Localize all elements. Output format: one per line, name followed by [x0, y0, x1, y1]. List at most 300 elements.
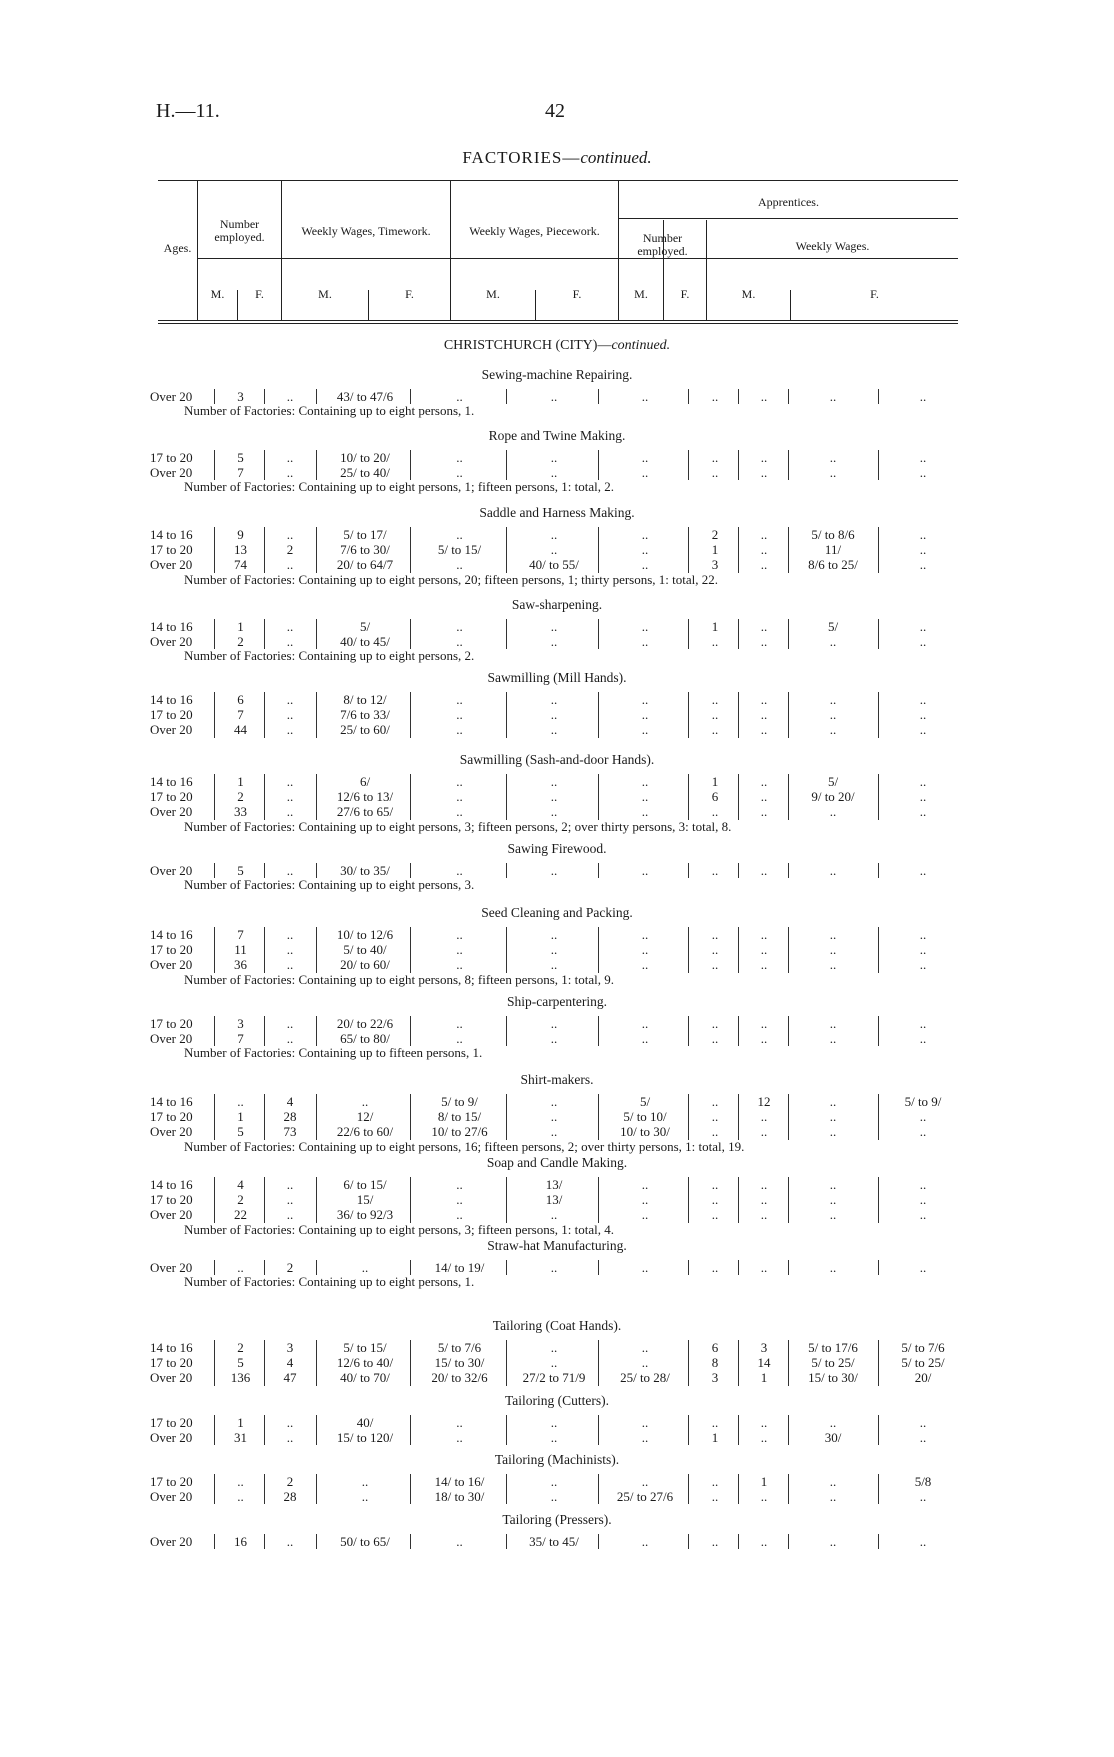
value-cell: 20/ to 22/6	[336, 1016, 394, 1031]
age-cell: Over 20	[150, 1260, 193, 1275]
header-appr-weekly-wages: Weekly Wages.	[795, 239, 870, 253]
column-rule	[214, 1474, 215, 1504]
value-cell: ..	[760, 557, 768, 573]
table-row	[0, 465, 1114, 480]
table-row	[0, 942, 1114, 957]
factories-note: Number of Factories: Containing up to eight persons, 16; fifteen persons, 2; over thirty persons, 1: total, 19.	[184, 1138, 745, 1154]
section-title: Tailoring (Machinists).	[494, 1452, 620, 1467]
column-rule	[316, 450, 317, 480]
value-cell: ..	[711, 707, 719, 723]
value-cell: 1	[237, 774, 244, 789]
column-rule	[598, 1474, 599, 1504]
page-number: 42	[545, 100, 565, 122]
city-italic: continued.	[611, 338, 671, 353]
column-rule	[214, 619, 215, 649]
column-rule	[688, 450, 689, 480]
value-cell: ..	[829, 389, 837, 404]
value-cell: ..	[641, 389, 649, 404]
value-cell: ..	[829, 1534, 837, 1549]
section-title: Saw-sharpening.	[511, 597, 603, 612]
age-cell: Over 20	[150, 863, 193, 878]
value-cell: 5/ to 7/6	[901, 1340, 945, 1355]
value-cell: 5	[237, 1124, 244, 1140]
value-cell: 1	[237, 1109, 244, 1125]
value-cell: ..	[760, 542, 768, 558]
column-rule	[264, 927, 265, 973]
column-rule	[878, 692, 879, 738]
column-rule	[688, 927, 689, 973]
column-rule	[316, 619, 317, 649]
value-cell: 47	[283, 1370, 297, 1386]
table-row	[0, 527, 1114, 542]
table-row	[0, 789, 1114, 804]
value-cell: ..	[550, 1489, 558, 1505]
column-rule	[410, 1177, 411, 1223]
value-cell: ..	[829, 1031, 837, 1047]
column-rule	[878, 927, 879, 973]
value-cell: ..	[286, 722, 294, 738]
title-italic: continued.	[580, 148, 652, 167]
column-rule	[878, 1260, 879, 1275]
value-cell: 5/ to 17/6	[808, 1340, 858, 1355]
column-rule	[788, 692, 789, 738]
column-rule	[316, 1340, 317, 1386]
value-cell: ..	[829, 1016, 837, 1031]
column-rule	[688, 527, 689, 573]
age-cell: Over 20	[150, 1124, 193, 1140]
column-rule	[214, 692, 215, 738]
value-cell: 1	[711, 619, 719, 634]
value-cell: ..	[550, 542, 558, 558]
value-cell: 40/ to 45/	[340, 634, 390, 650]
value-cell: ..	[456, 527, 463, 542]
column-rule	[738, 1016, 739, 1046]
value-cell: ..	[641, 1355, 649, 1371]
value-cell: ..	[829, 722, 837, 738]
value-cell: ..	[919, 619, 927, 634]
value-cell: ..	[286, 707, 294, 723]
age-cell: 14 to 16	[150, 1094, 193, 1109]
factories-note: Number of Factories: Containing up to eight persons, 3; fifteen persons, 1: total, 4.	[184, 1221, 615, 1237]
table-row	[0, 1124, 1114, 1139]
value-cell: ..	[829, 1192, 837, 1208]
column-rule	[738, 1415, 739, 1445]
column-rule	[788, 1260, 789, 1275]
column-rule	[506, 389, 507, 404]
value-cell: ..	[641, 927, 649, 942]
table-row	[0, 804, 1114, 819]
value-cell: 15/	[356, 1192, 374, 1208]
value-cell: 5	[237, 1355, 244, 1371]
city-heading	[0, 338, 1114, 354]
value-cell: 40/	[356, 1415, 374, 1430]
value-cell: 50/ to 65/	[340, 1534, 390, 1549]
column-rule	[264, 1415, 265, 1445]
value-cell: ..	[829, 1474, 837, 1489]
value-cell: 8/6 to 25/	[808, 557, 858, 573]
value-cell: 28	[283, 1489, 297, 1505]
column-rule	[688, 1260, 689, 1275]
column-rule	[316, 1415, 317, 1445]
value-cell: 13	[234, 542, 247, 558]
column-rule	[738, 863, 739, 878]
header-f: F.	[255, 287, 264, 301]
value-cell: ..	[286, 465, 294, 481]
value-cell: 15/ to 120/	[336, 1430, 394, 1446]
value-cell: 11	[234, 942, 247, 958]
value-cell: ..	[361, 1474, 369, 1489]
value-cell: ..	[711, 1534, 719, 1549]
column-rule	[878, 1340, 879, 1386]
column-rule	[738, 619, 739, 649]
column-rule	[264, 692, 265, 738]
value-cell: ..	[829, 1489, 837, 1505]
column-rule	[410, 1260, 411, 1275]
table-row	[0, 1260, 1114, 1275]
column-rule	[410, 1415, 411, 1445]
value-cell: 13/	[545, 1177, 563, 1192]
value-cell: 5/	[827, 774, 839, 789]
value-cell: ..	[829, 1415, 837, 1430]
value-cell: ..	[760, 1177, 768, 1192]
value-cell: 5/	[639, 1094, 651, 1109]
column-rule	[264, 1016, 265, 1046]
value-cell: 43/ to 47/6	[336, 389, 394, 404]
value-cell: 73	[283, 1124, 297, 1140]
value-cell: ..	[641, 1430, 649, 1446]
column-rule	[214, 1094, 215, 1140]
value-cell: 5/ to 40/	[343, 942, 387, 958]
header-number-employed: Number employed.	[214, 217, 265, 244]
age-cell: 17 to 20	[150, 942, 193, 958]
column-rule	[688, 1340, 689, 1386]
table-row	[0, 1415, 1114, 1430]
table-row	[0, 927, 1114, 942]
column-rule	[410, 527, 411, 573]
value-cell: ..	[550, 1124, 558, 1140]
value-cell: ..	[550, 789, 558, 805]
value-cell: ..	[641, 1474, 649, 1489]
column-rule	[264, 1534, 265, 1549]
value-cell: 9/ to 20/	[811, 789, 855, 805]
column-rule	[598, 692, 599, 738]
value-cell: ..	[456, 927, 463, 942]
age-cell: 17 to 20	[150, 707, 193, 723]
value-cell: 30/	[824, 1430, 842, 1446]
column-rule	[598, 927, 599, 973]
value-cell: ..	[550, 927, 558, 942]
column-rule	[316, 1260, 317, 1275]
value-cell: ..	[286, 692, 294, 707]
value-cell: ..	[919, 927, 927, 942]
header-m: M.	[210, 287, 225, 301]
age-cell: 17 to 20	[150, 1474, 193, 1489]
column-rule	[688, 863, 689, 878]
column-rule	[214, 1340, 215, 1386]
column-rule	[788, 1094, 789, 1140]
section-title: Tailoring (Pressers).	[502, 1512, 612, 1527]
section-title: Sawing Firewood.	[507, 841, 607, 856]
age-cell: Over 20	[150, 957, 193, 973]
value-cell: ..	[711, 1094, 719, 1109]
value-cell: 15/ to 30/	[808, 1370, 858, 1386]
value-cell: ..	[919, 1031, 927, 1047]
column-rule	[878, 1177, 879, 1223]
value-cell: 2	[237, 634, 244, 650]
value-cell: 12/	[356, 1109, 374, 1125]
value-cell: ..	[456, 957, 463, 973]
column-rule	[688, 1177, 689, 1223]
column-rule	[878, 1474, 879, 1504]
value-cell: ..	[641, 863, 649, 878]
value-cell: 36/ to 92/3	[336, 1207, 394, 1223]
value-cell: 40/ to 70/	[340, 1370, 390, 1386]
column-rule	[688, 1094, 689, 1140]
value-cell: ..	[456, 863, 463, 878]
value-cell: ..	[550, 774, 558, 789]
value-cell: 2	[237, 789, 244, 805]
value-cell: 5/	[827, 619, 839, 634]
value-cell: 20/	[914, 1370, 932, 1386]
value-cell: ..	[829, 634, 837, 650]
value-cell: ..	[641, 1340, 649, 1355]
header-f: F.	[572, 287, 582, 301]
column-rule	[788, 927, 789, 973]
value-cell: 5/ to 9/	[441, 1094, 478, 1109]
value-cell: 30/ to 35/	[340, 863, 390, 878]
column-rule	[738, 1094, 739, 1140]
column-rule	[878, 619, 879, 649]
column-rule	[316, 927, 317, 973]
value-cell: 25/ to 40/	[340, 465, 390, 481]
value-cell: ..	[286, 450, 294, 465]
value-cell: ..	[641, 957, 649, 973]
column-rule	[738, 927, 739, 973]
value-cell: ..	[829, 1094, 837, 1109]
column-rule	[738, 1534, 739, 1549]
table-row	[0, 1109, 1114, 1124]
value-cell: ..	[456, 789, 463, 805]
value-cell: ..	[286, 1534, 294, 1549]
column-rule	[598, 1177, 599, 1223]
column-rule	[214, 389, 215, 404]
value-cell: 6/	[359, 774, 371, 789]
column-rule	[214, 450, 215, 480]
value-cell: ..	[550, 527, 558, 542]
value-cell: ..	[711, 722, 719, 738]
value-cell: ..	[456, 1177, 463, 1192]
value-cell: ..	[550, 722, 558, 738]
column-rule	[878, 1415, 879, 1445]
value-cell: 3	[237, 389, 244, 404]
value-cell: ..	[286, 619, 294, 634]
column-rule	[316, 1016, 317, 1046]
column-rule	[738, 1260, 739, 1275]
section-title: Soap and Candle Making.	[486, 1155, 628, 1170]
table-row	[0, 1489, 1114, 1504]
column-rule	[878, 389, 879, 404]
document-reference: H.—11.	[156, 100, 220, 122]
factories-note: Number of Factories: Containing up to eight persons, 1; fifteen persons, 1: total, 2.	[184, 479, 615, 495]
column-rule	[410, 927, 411, 973]
value-cell: 9	[237, 527, 244, 542]
column-rule	[506, 1474, 507, 1504]
value-cell: ..	[641, 1016, 649, 1031]
value-cell: 6	[711, 789, 719, 805]
column-rule	[506, 619, 507, 649]
value-cell: 65/ to 80/	[340, 1031, 390, 1047]
age-cell: Over 20	[150, 557, 193, 573]
value-cell: ..	[760, 450, 768, 465]
value-cell: ..	[237, 1474, 244, 1489]
age-cell: 14 to 16	[150, 527, 193, 542]
page-title	[0, 148, 1114, 168]
section-title: Sawmilling (Sash-and-door Hands).	[459, 752, 655, 767]
value-cell: ..	[711, 634, 719, 650]
value-cell: ..	[919, 722, 927, 738]
value-cell: 15/ to 30/	[434, 1355, 485, 1371]
age-cell: Over 20	[150, 1370, 193, 1386]
value-cell: ..	[286, 527, 294, 542]
column-rule	[738, 527, 739, 573]
section-title: Straw-hat Manufacturing.	[487, 1238, 627, 1253]
value-cell: ..	[550, 957, 558, 973]
value-cell: ..	[711, 1207, 719, 1223]
value-cell: ..	[711, 957, 719, 973]
value-cell: 7/6 to 33/	[340, 707, 390, 723]
column-rule	[264, 1177, 265, 1223]
value-cell: 4	[286, 1094, 294, 1109]
value-cell: 1	[760, 1474, 768, 1489]
value-cell: ..	[286, 1207, 294, 1223]
value-cell: ..	[760, 692, 768, 707]
column-rule	[316, 1534, 317, 1549]
value-cell: ..	[456, 1415, 463, 1430]
age-cell: Over 20	[150, 1489, 193, 1505]
column-rule	[264, 863, 265, 878]
value-cell: ..	[919, 1016, 927, 1031]
section-title: Ship-carpentering.	[506, 994, 608, 1009]
value-cell: ..	[550, 1016, 558, 1031]
header-m: M.	[486, 287, 500, 301]
age-cell: Over 20	[150, 722, 193, 738]
column-rule	[688, 1016, 689, 1046]
column-rule	[410, 863, 411, 878]
value-cell: ..	[550, 863, 558, 878]
column-rule	[788, 1016, 789, 1046]
value-cell: ..	[361, 1489, 369, 1505]
value-cell: ..	[760, 804, 768, 820]
column-rule	[878, 774, 879, 820]
value-cell: ..	[456, 389, 463, 404]
value-cell: 20/ to 64/7	[336, 557, 394, 573]
value-cell: ..	[760, 927, 768, 942]
value-cell: ..	[919, 1177, 927, 1192]
value-cell: 3	[286, 1340, 294, 1355]
value-cell: ..	[711, 863, 719, 878]
value-cell: ..	[829, 1207, 837, 1223]
column-rule	[506, 450, 507, 480]
age-cell: 14 to 16	[150, 692, 193, 707]
value-cell: ..	[711, 389, 719, 404]
value-cell: ..	[711, 1031, 719, 1047]
value-cell: 4	[286, 1355, 294, 1371]
column-rule	[264, 1260, 265, 1275]
column-rule	[410, 389, 411, 404]
age-cell: Over 20	[150, 804, 193, 820]
value-cell: ..	[711, 1260, 719, 1275]
value-cell: ..	[550, 1031, 558, 1047]
table-row	[0, 1355, 1114, 1370]
value-cell: 1	[760, 1370, 768, 1386]
column-rule	[688, 1534, 689, 1549]
column-rule	[410, 619, 411, 649]
column-rule	[506, 774, 507, 820]
value-cell: 35/ to 45/	[529, 1534, 579, 1549]
value-cell: ..	[760, 789, 768, 805]
table-row	[0, 863, 1114, 878]
value-cell: ..	[919, 804, 927, 820]
factories-note: Number of Factories: Containing up to eight persons, 20; fifteen persons, 1; thirty persons, 1: total, 22.	[184, 571, 719, 587]
column-rule	[788, 1177, 789, 1223]
table-row	[0, 1430, 1114, 1445]
value-cell: ..	[919, 1192, 927, 1208]
table-row	[0, 634, 1114, 649]
value-cell: ..	[641, 707, 649, 723]
value-cell: ..	[829, 1109, 837, 1125]
age-cell: 17 to 20	[150, 1415, 193, 1430]
value-cell: ..	[919, 542, 927, 558]
value-cell: ..	[641, 465, 649, 481]
value-cell: ..	[760, 722, 768, 738]
value-cell: ..	[760, 1415, 768, 1430]
column-rule	[214, 527, 215, 573]
value-cell: ..	[286, 789, 294, 805]
table-row	[0, 450, 1114, 465]
value-cell: 14/ to 16/	[434, 1474, 485, 1489]
value-cell: ..	[829, 1124, 837, 1140]
age-cell: Over 20	[150, 1430, 193, 1446]
value-cell: ..	[237, 1489, 244, 1505]
column-rule	[738, 1177, 739, 1223]
value-cell: ..	[919, 1489, 927, 1505]
age-cell: 14 to 16	[150, 1177, 193, 1192]
value-cell: 20/ to 60/	[340, 957, 390, 973]
value-cell: 8/ to 15/	[437, 1109, 482, 1125]
value-cell: ..	[711, 1177, 719, 1192]
column-rule	[878, 1094, 879, 1140]
value-cell: ..	[550, 1260, 558, 1275]
value-cell: 2	[286, 542, 294, 558]
column-rule	[788, 1474, 789, 1504]
value-cell: ..	[711, 465, 719, 481]
value-cell: 6	[711, 1340, 719, 1355]
table-row	[0, 774, 1114, 789]
value-cell: 14	[757, 1355, 771, 1371]
value-cell: 5/ to 9/	[904, 1094, 942, 1109]
column-rule	[214, 863, 215, 878]
column-rule	[316, 774, 317, 820]
value-cell: ..	[829, 465, 837, 481]
value-cell: ..	[711, 1489, 719, 1505]
value-cell: ..	[550, 1109, 558, 1125]
factories-note: Number of Factories: Containing up to eight persons, 2.	[184, 648, 475, 664]
column-rule	[264, 1340, 265, 1386]
value-cell: ..	[286, 389, 294, 404]
factories-note: Number of Factories: Containing up to eight persons, 1.	[184, 403, 475, 419]
value-cell: 11/	[824, 542, 842, 558]
value-cell: 22/6 to 60/	[336, 1124, 394, 1140]
